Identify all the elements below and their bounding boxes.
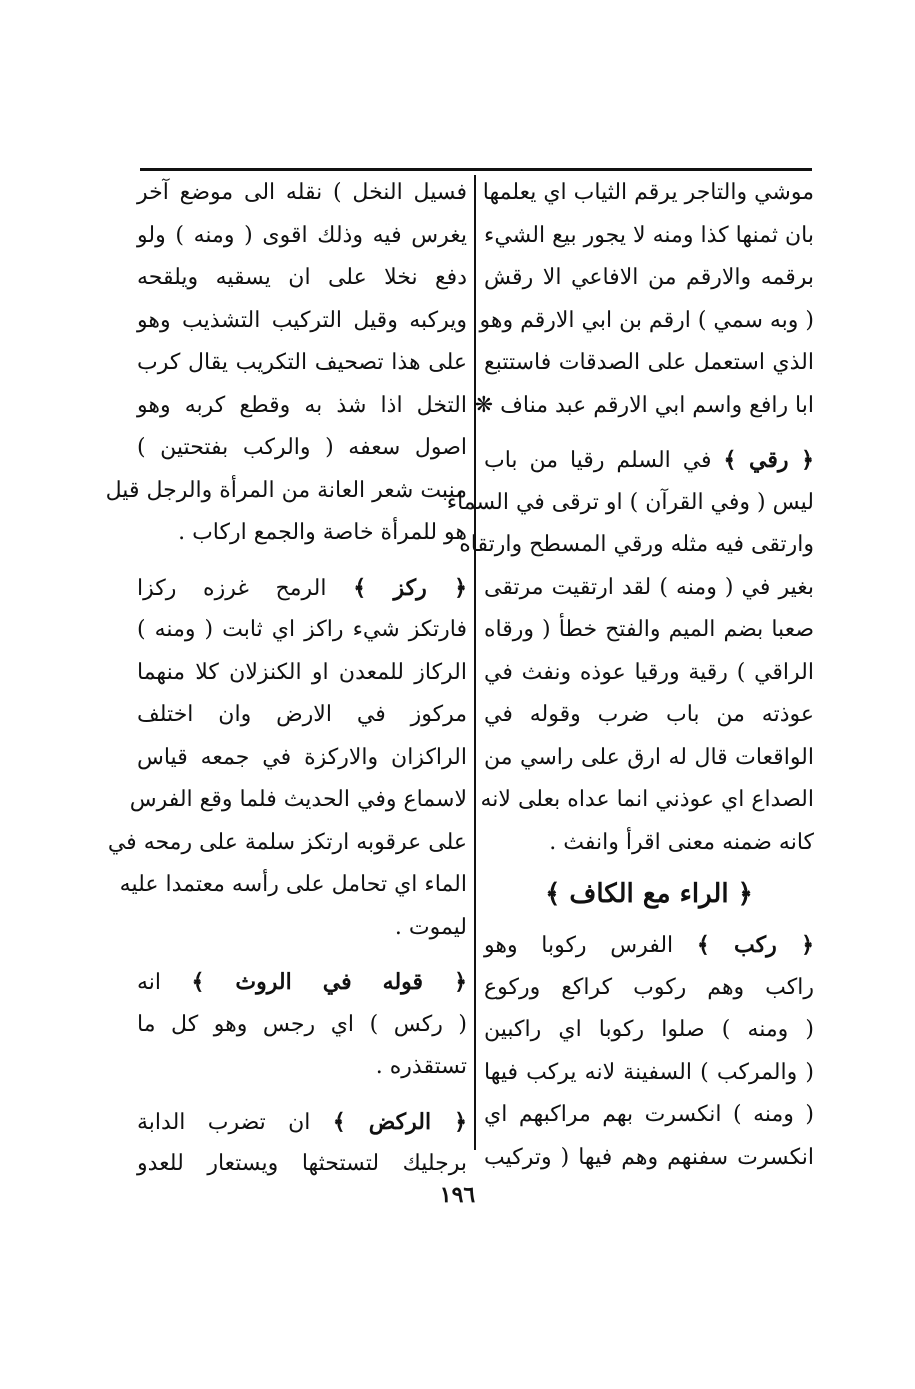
left-line-3: دفع نخلا على ان يسقيه ويلقحه (137, 265, 467, 290)
left-line-8: منبت شعر العانة من المرأة والرجل قيل (105, 477, 467, 503)
top-rule (140, 168, 812, 171)
left-line-17: الماء اي تحامل على رأسه معتمدا عليه (119, 872, 467, 897)
entry-rakiba (484, 924, 814, 967)
entry-rakd (137, 1101, 467, 1144)
right-line-12: الراقي ) رقية ورقيا عوذه ونفث في (484, 659, 814, 685)
left-line-20: ( ركس ) اي رجس وهو كل ما (137, 1011, 467, 1037)
left-line-15: لاسماع وفي الحديث فلما وقع الفرس (129, 787, 467, 812)
section-heading: ﴿ الراء مع الكاف ﴾ (545, 879, 753, 909)
entry-rakiba-text: الفرس ركوبا وهو (484, 933, 674, 958)
right-line-14: الواقعات قال له ارق على راسي من (484, 744, 814, 770)
right-line-8: ليس ( وفي القرآن ) او ترقى في السماء (446, 489, 814, 515)
entry-raqiya (484, 439, 814, 482)
right-line-11: صعبا بضم الميم والفتح خطأ ( ورقاه (484, 617, 814, 642)
left-line-12: الركاز للمعدن او الكنزلان كلا منهما (137, 659, 467, 685)
page-number: ١٩٦ (439, 1182, 476, 1208)
left-line-1: فسيل النخل ) نقله الى موضع آخر (137, 180, 467, 205)
left-column (105, 172, 468, 1186)
entry-rawth-text: انه (137, 970, 162, 995)
left-line-16: على عرقوبه ارتكز سلمة على رمحه في (107, 829, 467, 855)
right-line-9: وارتقى فيه مثله ورقي المسطح وارتقاه (459, 532, 814, 557)
left-line-6: التخل اذا شذ به وقطع كربه وهو (137, 392, 467, 418)
right-line-6: ابا رافع واسم ابي الارقم عبد مناف ❋ (474, 392, 814, 418)
headword-rakd: ﴿ الركض ﴾ (332, 1108, 468, 1135)
left-line-21: تستقذره . (375, 1054, 467, 1079)
entry-rakaza-text: الرمح غرزه ركزا (137, 575, 327, 601)
headword-raqiya: ﴿ رقي ﴾ (723, 447, 814, 473)
right-column (446, 172, 814, 1179)
column-divider (474, 175, 476, 1150)
right-line-4: ( وبه سمي ) ارقم بن ابي الارقم وهو (479, 307, 814, 333)
left-line-2: يغرس فيه وذلك اقوى ( ومنه ) ولو (137, 222, 467, 248)
right-line-10: بغير في ( ومنه ) لقد ارتقيت مرتقى (484, 574, 814, 600)
left-line-4: ويركبه وقيل التركيب التشذيب وهو (137, 307, 467, 333)
right-line-13: عوذته من باب ضرب وقوله في (484, 702, 814, 727)
right-line-18: راكب وهم ركوب كراكع وركوع (484, 974, 814, 1000)
right-line-2: بان ثمنها كذا ومنه لا يجور بيع الشيء (484, 222, 814, 248)
headword-rakaza: ﴿ ركز ﴾ (353, 574, 467, 601)
entry-rawth (137, 961, 467, 1004)
entry-rakd-text: ان تضرب الدابة (137, 1109, 311, 1135)
right-line-1: موشي والتاجر يرقم الثياب اي يعلمها (482, 180, 814, 205)
left-line-7: اصول سعفه ( والركب بفتحتين ) (137, 435, 467, 460)
right-line-22: انكسرت سفنهم وهم فيها ( وتركيب (484, 1144, 814, 1170)
left-line-13: مركوز في الارض وان اختلف (137, 702, 467, 727)
right-line-16: كانه ضمنه معنى اقرأ وانفث . (549, 829, 814, 855)
right-line-20: ( والمركب ) السفينة لانه يركب فيها (484, 1059, 814, 1085)
left-line-18: ليموت . (394, 914, 467, 940)
left-line-23: برجليك لتستحثها ويستعار للعدو (137, 1151, 467, 1176)
right-line-3: برقمه والارقم من الافاعي الا رقش (484, 265, 814, 290)
right-line-19: ( ومنه ) صلوا ركوبا اي راكبين (484, 1017, 814, 1042)
right-line-21: ( ومنه ) انكسرت بهم مراكبهم اي (484, 1102, 814, 1127)
right-line-5: الذي استعمل على الصدقات فاستتبع (484, 350, 814, 375)
headword-rakiba: ﴿ ركب ﴾ (696, 932, 814, 958)
right-line-15: الصداع اي عوذني انما عداه بعلى لانه (480, 787, 814, 812)
left-line-11: فارتكز شيء راكز اي ثابت ( ومنه ) (137, 617, 467, 642)
left-line-5: على هذا تصحيف التكريب يقال كرب (137, 350, 467, 375)
left-line-14: الراكزان والاركزة في جمعه قياس (137, 744, 467, 770)
headword-rawth: ﴿ قوله في الروث ﴾ (191, 969, 467, 995)
entry-raqiya-text: في السلم رقيا من باب (484, 448, 712, 473)
left-line-9: هو للمرأة خاصة والجمع اركاب . (178, 520, 467, 545)
entry-rakaza (137, 567, 467, 610)
